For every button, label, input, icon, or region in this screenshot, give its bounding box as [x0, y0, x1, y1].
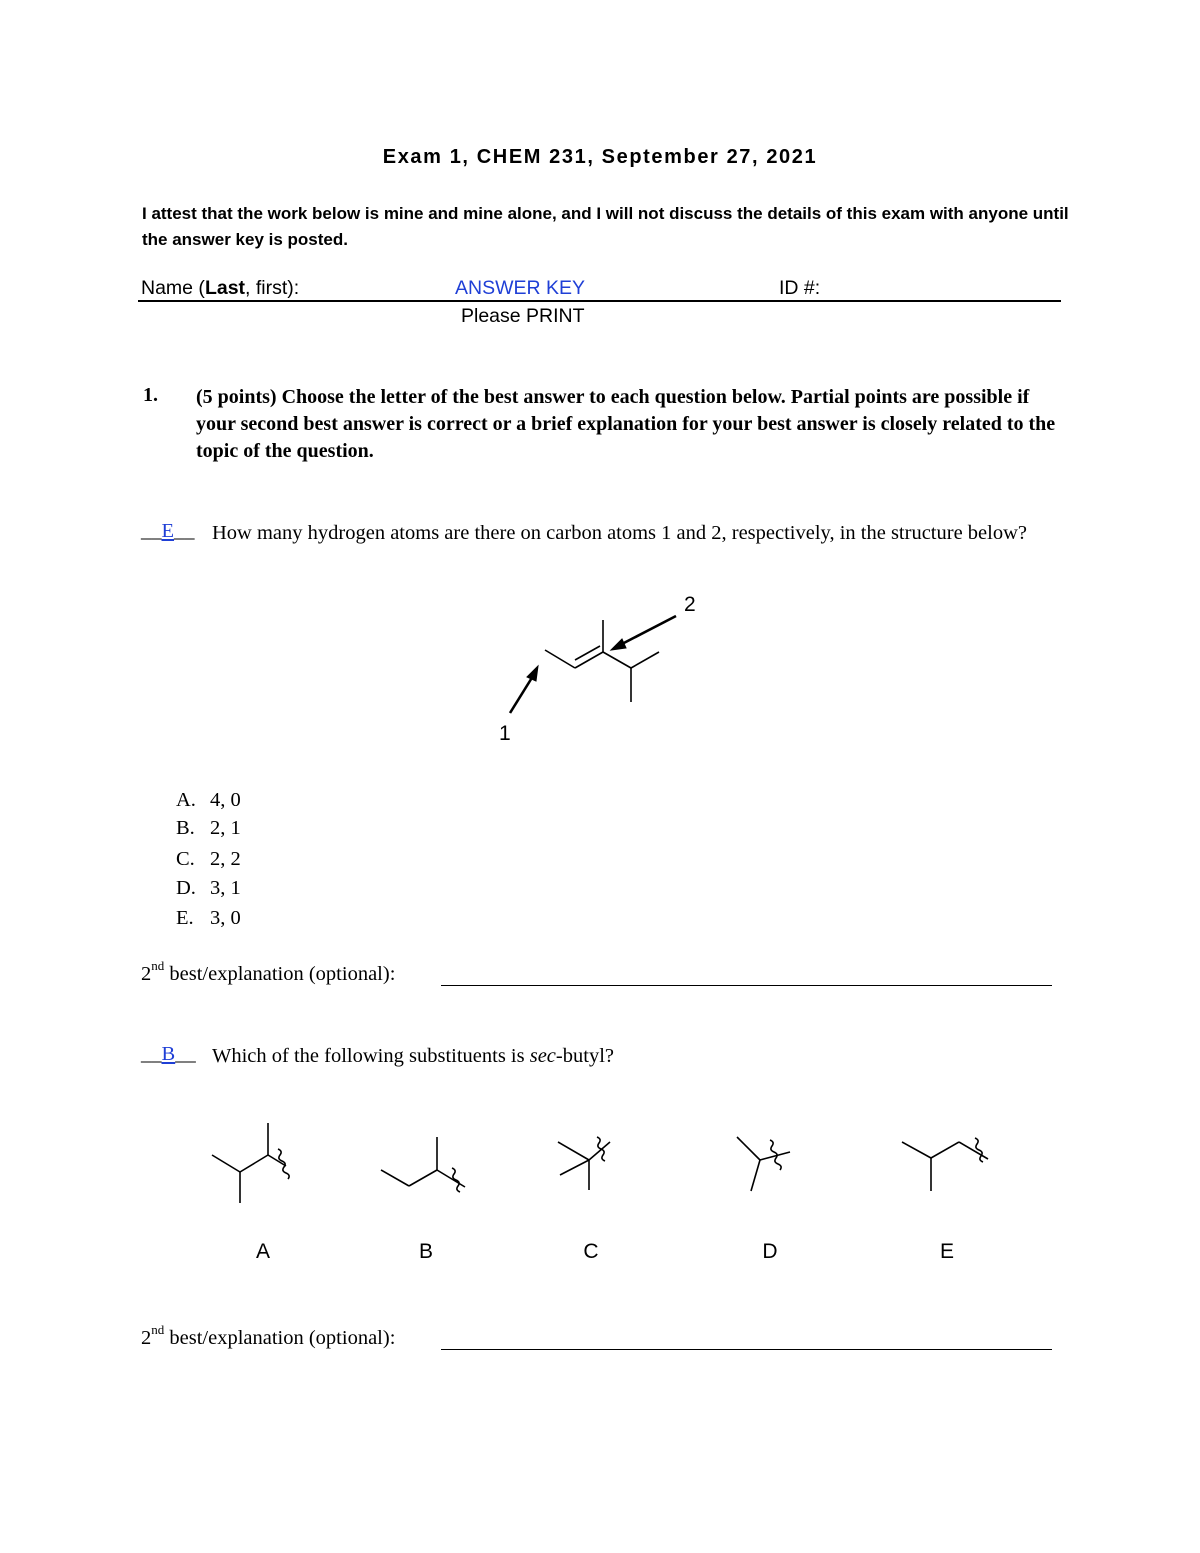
double-bond-inner	[575, 646, 600, 660]
structure-d	[737, 1137, 790, 1191]
question-text-b-italic: sec	[529, 1045, 556, 1067]
ordinal-number: 2	[141, 1326, 152, 1349]
bond	[575, 652, 603, 668]
optional-label-text: best/explanation (optional):	[164, 1326, 396, 1349]
blank-suffix: __	[174, 520, 195, 542]
name-label-last: Last	[204, 277, 246, 299]
optional-explanation-field-a[interactable]	[441, 985, 1052, 986]
arrow-1-shaft	[510, 676, 533, 713]
substituent-structures	[0, 1100, 1200, 1220]
id-label: ID #:	[779, 277, 821, 299]
structure-label-e: E	[939, 1240, 954, 1263]
choice-letter: E.	[176, 907, 194, 929]
answer-letter-b: B	[161, 1043, 176, 1065]
choice-letter: B.	[176, 817, 195, 839]
exam-title: Exam 1, CHEM 231, September 27, 2021	[382, 146, 818, 168]
structure-c	[558, 1137, 610, 1190]
question-text-b-post: -butyl?	[555, 1045, 614, 1067]
choice-e[interactable]	[176, 907, 241, 930]
choice-text: 2, 2	[210, 848, 241, 870]
blank-prefix: __	[141, 520, 162, 542]
arrow-2-shaft	[620, 616, 676, 645]
choice-letter: A.	[176, 789, 196, 811]
optional-label-text: best/explanation (optional):	[164, 962, 396, 985]
attestation-statement: I attest that the work below is mine and mine alone, and I will not discuss the details of this exam with anyone until the answer key is posted.	[142, 204, 1069, 249]
choice-text: 4, 0	[210, 789, 241, 811]
optional-explanation-label-b	[141, 1324, 395, 1350]
choice-b[interactable]	[176, 817, 241, 840]
print-note: Please PRINT	[461, 305, 585, 327]
choice-a[interactable]	[176, 789, 241, 812]
arrow-2-head	[611, 639, 626, 650]
choice-c[interactable]	[176, 848, 241, 871]
answer-blank-b[interactable]	[141, 1043, 196, 1066]
structure-label-a: A	[255, 1240, 270, 1263]
question-number: 1.	[143, 384, 158, 406]
structure-e	[902, 1138, 988, 1191]
structure-label-d: D	[762, 1240, 778, 1263]
choice-d[interactable]	[176, 877, 241, 900]
blank-prefix: __	[141, 1043, 162, 1065]
structure-label-1: 1	[499, 722, 511, 745]
ordinal-suffix: nd	[151, 1322, 165, 1337]
arrow-1-head	[527, 666, 538, 681]
structure-label-c: C	[583, 1240, 599, 1263]
choice-letter: C.	[176, 848, 195, 870]
question-text-a: How many hydrogen atoms are there on carbon atoms 1 and 2, respectively, in the structure below?	[212, 522, 1027, 544]
optional-explanation-field-b[interactable]	[441, 1349, 1052, 1350]
question-instructions: (5 points) Choose the letter of the best answer to each question below. Partial points are possible if your second best answer is correct or a brief explanation for your best answer is closely related to the topic of the question.	[196, 386, 1056, 462]
structure-label-b: B	[418, 1240, 433, 1263]
ordinal-number: 2	[141, 962, 152, 985]
ordinal-suffix: nd	[151, 958, 165, 973]
choice-text: 3, 0	[210, 907, 241, 929]
choice-text: 3, 1	[210, 877, 241, 899]
structure-label-2: 2	[684, 593, 696, 616]
bond	[603, 652, 631, 668]
name-value[interactable]: ANSWER KEY	[455, 277, 586, 299]
question-text-b-pre: Which of the following substituents is	[212, 1045, 530, 1067]
bond	[631, 652, 659, 668]
answer-letter-a: E	[161, 520, 175, 542]
question-text-b	[212, 1043, 614, 1069]
bond	[545, 650, 575, 668]
blank-suffix: __	[175, 1043, 196, 1065]
choice-text: 2, 1	[210, 817, 241, 839]
name-label-suffix: , first):	[245, 277, 300, 299]
optional-explanation-label-a	[141, 960, 395, 986]
structure-a	[212, 1123, 289, 1203]
structure-b	[381, 1137, 465, 1192]
name-label-prefix: Name (	[141, 277, 205, 299]
choice-letter: D.	[176, 877, 196, 899]
